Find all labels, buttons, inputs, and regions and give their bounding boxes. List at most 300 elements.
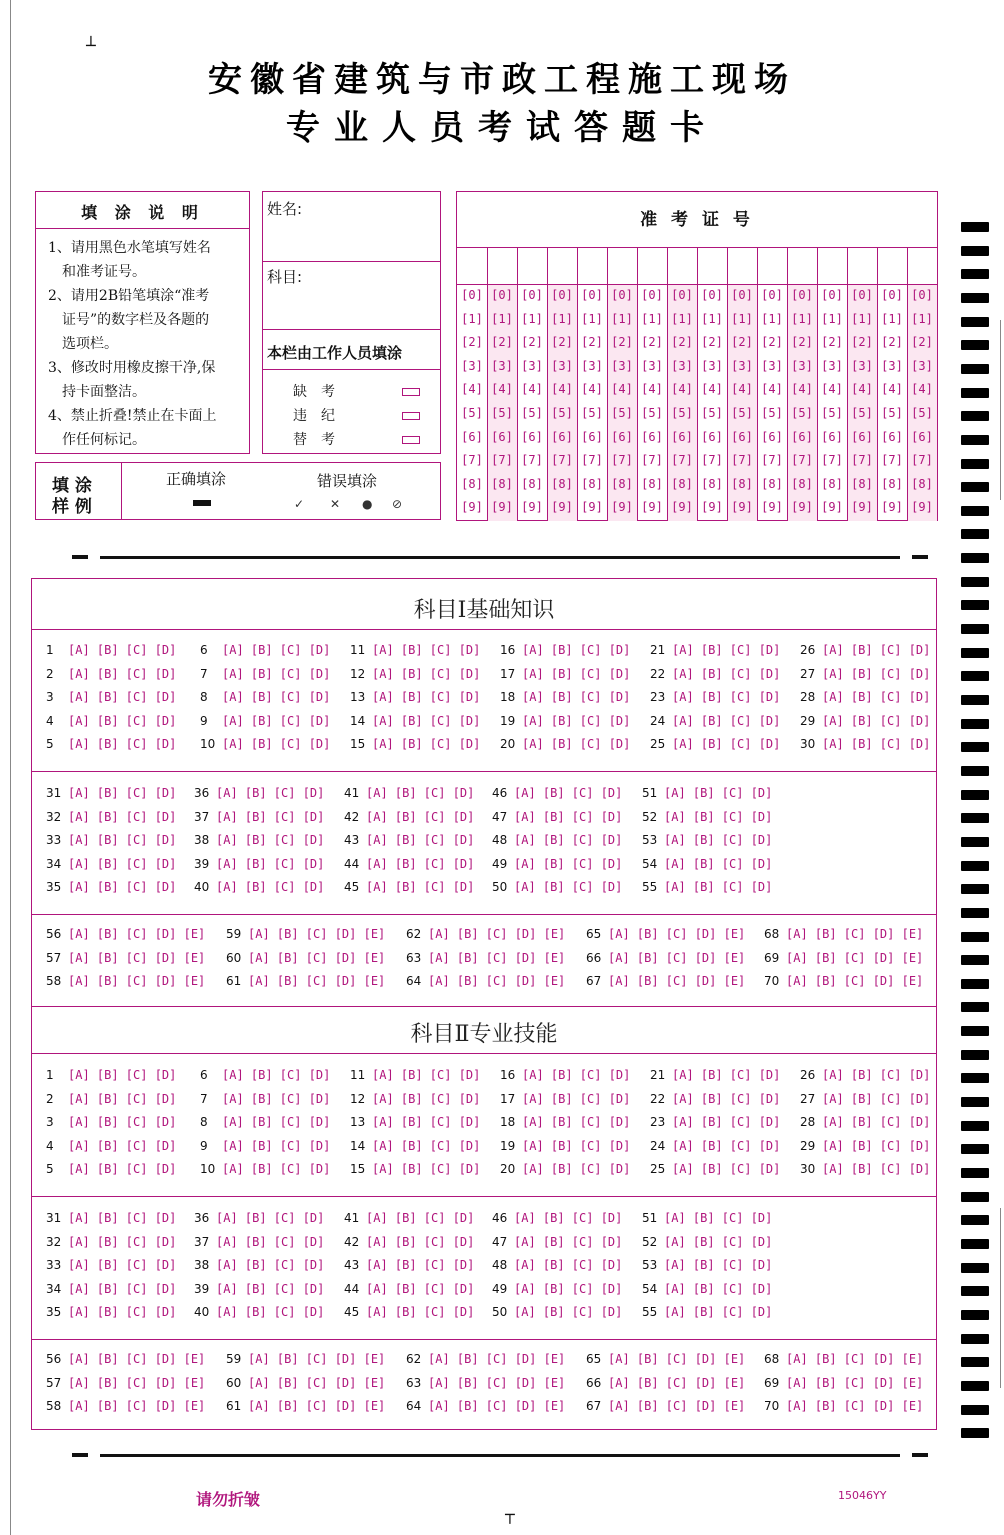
exam-id-bubble[interactable]: [6] [911,429,933,444]
exam-id-bubble[interactable]: [8] [821,476,843,491]
exam-id-bubble[interactable]: [5] [491,406,513,420]
answer-options[interactable]: [A] [B] [C] [D] [E] [428,950,566,965]
exam-id-bubble[interactable]: [9] [551,500,573,515]
answer-options[interactable]: [A] [B] [C] [D] [68,786,177,800]
exam-id-bubble[interactable]: [2] [851,335,873,350]
answer-options[interactable]: [A] [B] [C] [D] [E] [608,1352,746,1366]
exam-id-bubble[interactable]: [9] [761,500,783,515]
answer-options[interactable]: [A] [B] [C] [D] [216,786,325,800]
exam-id-bubble[interactable]: [9] [491,500,513,515]
answer-options[interactable]: [A] [B] [C] [D] [68,1258,177,1272]
answer-options[interactable]: [A] [B] [C] [D] [522,737,631,751]
answer-options[interactable]: [A] [B] [C] [D] [664,1281,773,1296]
answer-options[interactable]: [A] [B] [C] [D] [514,1258,623,1272]
answer-options[interactable]: [A] [B] [C] [D] [216,1258,325,1272]
answer-options[interactable]: [A] [B] [C] [D] [222,737,331,751]
exam-id-bubble[interactable]: [5] [581,406,603,420]
answer-options[interactable]: [A] [B] [C] [D] [664,880,773,894]
answer-options[interactable]: [A] [B] [C] [D] [522,713,631,728]
answer-options[interactable]: [A] [B] [C] [D] [68,1162,177,1176]
answer-options[interactable]: [A] [B] [C] [D] [E] [68,950,206,965]
answer-options[interactable]: [A] [B] [C] [D] [E] [608,1399,746,1413]
answer-options[interactable]: [A] [B] [C] [D] [514,856,623,871]
exam-id-bubble[interactable]: [7] [731,453,753,468]
exam-id-bubble[interactable]: [3] [641,358,663,373]
absent-checkbox[interactable] [402,388,420,396]
answer-options[interactable]: [A] [B] [C] [D] [664,786,773,800]
answer-options[interactable]: [A] [B] [C] [D] [514,1234,623,1249]
answer-options[interactable]: [A] [B] [C] [D] [E] [428,1399,566,1413]
exam-id-bubble[interactable]: [2] [821,335,843,350]
answer-options[interactable]: [A] [B] [C] [D] [68,643,177,657]
exam-id-bubble[interactable]: [8] [611,476,633,491]
exam-id-bubble[interactable]: [1] [731,311,753,326]
answer-options[interactable]: [A] [B] [C] [D] [E] [786,1352,924,1366]
exam-id-bubble[interactable]: [9] [821,500,843,515]
exam-id-digit-box[interactable] [697,247,727,284]
answer-options[interactable]: [A] [B] [C] [D] [372,1068,481,1082]
answer-options[interactable]: [A] [B] [C] [D] [216,1281,325,1296]
exam-id-bubble[interactable]: [3] [821,358,843,373]
answer-options[interactable]: [A] [B] [C] [D] [68,1281,177,1296]
answer-options[interactable]: [A] [B] [C] [D] [522,1138,631,1153]
exam-id-bubble[interactable]: [9] [701,500,723,515]
substitute-checkbox[interactable] [402,436,420,444]
answer-options[interactable]: [A] [B] [C] [D] [E] [428,1352,566,1366]
answer-options[interactable]: [A] [B] [C] [D] [216,1234,325,1249]
exam-id-bubble[interactable]: [8] [731,476,753,491]
exam-id-bubble[interactable]: [2] [701,335,723,350]
answer-options[interactable]: [A] [B] [C] [D] [822,666,931,681]
exam-id-bubble[interactable]: [6] [461,429,483,444]
exam-id-bubble[interactable]: [4] [761,382,783,397]
exam-id-bubble[interactable]: [3] [791,358,813,373]
answer-options[interactable]: [A] [B] [C] [D] [522,690,631,704]
answer-options[interactable]: [A] [B] [C] [D] [366,1258,475,1272]
exam-id-bubble[interactable]: [7] [851,453,873,468]
exam-id-bubble[interactable]: [9] [791,500,813,515]
exam-id-bubble[interactable]: [2] [461,335,483,350]
answer-options[interactable]: [A] [B] [C] [D] [672,1068,781,1082]
answer-options[interactable]: [A] [B] [C] [D] [672,1162,781,1176]
answer-options[interactable]: [A] [B] [C] [D] [68,690,177,704]
exam-id-bubble[interactable]: [0] [581,288,603,302]
exam-id-bubble[interactable]: [5] [551,406,573,420]
exam-id-bubble[interactable]: [0] [611,288,633,302]
answer-options[interactable]: [A] [B] [C] [D] [372,1138,481,1153]
answer-options[interactable]: [A] [B] [C] [D] [822,1162,931,1176]
exam-id-bubble[interactable]: [3] [881,358,903,373]
exam-id-bubble[interactable]: [4] [671,382,693,397]
exam-id-digit-box[interactable] [457,247,487,284]
answer-options[interactable]: [A] [B] [C] [D] [672,1091,781,1106]
answer-options[interactable]: [A] [B] [C] [D] [822,1115,931,1129]
exam-id-bubble[interactable]: [2] [671,335,693,350]
exam-id-bubble[interactable]: [5] [521,406,543,420]
answer-options[interactable]: [A] [B] [C] [D] [E] [248,1352,386,1366]
answer-options[interactable]: [A] [B] [C] [D] [216,1305,325,1319]
exam-id-bubble[interactable]: [5] [701,406,723,420]
exam-id-bubble[interactable]: [3] [731,358,753,373]
answer-options[interactable]: [A] [B] [C] [D] [664,1305,773,1319]
exam-id-bubble[interactable]: [0] [461,288,483,302]
exam-id-bubble[interactable]: [8] [701,476,723,491]
answer-options[interactable]: [A] [B] [C] [D] [372,1162,481,1176]
answer-options[interactable]: [A] [B] [C] [D] [E] [68,974,206,988]
answer-options[interactable]: [A] [B] [C] [D] [68,880,177,894]
exam-id-bubble[interactable]: [8] [761,476,783,491]
exam-id-bubble[interactable]: [7] [791,453,813,468]
answer-options[interactable]: [A] [B] [C] [D] [372,690,481,704]
exam-id-bubble[interactable]: [8] [671,476,693,491]
answer-options[interactable]: [A] [B] [C] [D] [366,1281,475,1296]
answer-options[interactable]: [A] [B] [C] [D] [222,713,331,728]
answer-options[interactable]: [A] [B] [C] [D] [372,643,481,657]
answer-options[interactable]: [A] [B] [C] [D] [664,833,773,847]
answer-options[interactable]: [A] [B] [C] [D] [68,1211,177,1225]
exam-id-bubble[interactable]: [0] [521,288,543,302]
answer-options[interactable]: [A] [B] [C] [D] [366,1211,475,1225]
answer-options[interactable]: [A] [B] [C] [D] [372,1115,481,1129]
exam-id-bubble[interactable]: [5] [821,406,843,420]
exam-id-bubble[interactable]: [0] [671,288,693,302]
answer-options[interactable]: [A] [B] [C] [D] [822,737,931,751]
exam-id-bubble[interactable]: [7] [881,453,903,468]
exam-id-bubble[interactable]: [1] [491,311,513,326]
answer-options[interactable]: [A] [B] [C] [D] [664,1211,773,1225]
exam-id-bubble[interactable]: [3] [461,358,483,373]
exam-id-bubble[interactable]: [6] [881,429,903,444]
exam-id-bubble[interactable]: [5] [671,406,693,420]
exam-id-bubble[interactable]: [9] [581,500,603,515]
answer-options[interactable]: [A] [B] [C] [D] [522,643,631,657]
answer-options[interactable]: [A] [B] [C] [D] [216,809,325,824]
exam-id-bubble[interactable]: [4] [461,382,483,397]
exam-id-bubble[interactable]: [5] [611,406,633,420]
answer-options[interactable]: [A] [B] [C] [D] [514,833,623,847]
exam-id-bubble[interactable]: [0] [881,288,903,302]
exam-id-bubble[interactable]: [0] [701,288,723,302]
exam-id-bubble[interactable]: [8] [911,476,933,491]
exam-id-bubble[interactable]: [7] [611,453,633,468]
answer-options[interactable]: [A] [B] [C] [D] [222,1138,331,1153]
exam-id-bubble[interactable]: [1] [581,311,603,326]
exam-id-digit-box[interactable] [517,247,547,284]
exam-id-bubble[interactable]: [1] [641,311,663,326]
exam-id-digit-box[interactable] [577,247,607,284]
exam-id-bubble[interactable]: [1] [881,311,903,326]
answer-options[interactable]: [A] [B] [C] [D] [222,666,331,681]
exam-id-bubble[interactable]: [9] [461,500,483,515]
exam-id-bubble[interactable]: [3] [581,358,603,373]
exam-id-bubble[interactable]: [6] [521,429,543,444]
answer-options[interactable]: [A] [B] [C] [D] [366,856,475,871]
answer-options[interactable]: [A] [B] [C] [D] [68,1138,177,1153]
answer-options[interactable]: [A] [B] [C] [D] [222,1162,331,1176]
answer-options[interactable]: [A] [B] [C] [D] [68,1305,177,1319]
exam-id-bubble[interactable]: [8] [461,476,483,491]
exam-id-digit-box[interactable] [487,247,517,284]
exam-id-bubble[interactable]: [0] [851,288,873,302]
exam-id-bubble[interactable]: [3] [551,358,573,373]
exam-id-bubble[interactable]: [3] [851,358,873,373]
exam-id-bubble[interactable]: [3] [521,358,543,373]
exam-id-bubble[interactable]: [8] [581,476,603,491]
exam-id-bubble[interactable]: [9] [851,500,873,515]
answer-options[interactable]: [A] [B] [C] [D] [672,1138,781,1153]
exam-id-bubble[interactable]: [5] [641,406,663,420]
exam-id-bubble[interactable]: [0] [491,288,513,302]
exam-id-bubble[interactable]: [2] [881,335,903,350]
answer-options[interactable]: [A] [B] [C] [D] [E] [608,1375,746,1390]
exam-id-bubble[interactable]: [5] [461,406,483,420]
exam-id-bubble[interactable]: [5] [911,406,933,420]
exam-id-bubble[interactable]: [8] [791,476,813,491]
exam-id-bubble[interactable]: [1] [851,311,873,326]
answer-options[interactable]: [A] [B] [C] [D] [366,880,475,894]
answer-options[interactable]: [A] [B] [C] [D] [522,666,631,681]
exam-id-bubble[interactable]: [8] [851,476,873,491]
answer-options[interactable]: [A] [B] [C] [D] [222,643,331,657]
answer-options[interactable]: [A] [B] [C] [D] [222,1068,331,1082]
exam-id-bubble[interactable]: [1] [461,311,483,326]
exam-id-bubble[interactable]: [2] [911,335,933,350]
answer-options[interactable]: [A] [B] [C] [D] [E] [786,927,924,941]
answer-options[interactable]: [A] [B] [C] [D] [68,856,177,871]
exam-id-bubble[interactable]: [4] [791,382,813,397]
answer-options[interactable]: [A] [B] [C] [D] [216,1211,325,1225]
exam-id-bubble[interactable]: [1] [761,311,783,326]
answer-options[interactable]: [A] [B] [C] [D] [822,713,931,728]
exam-id-bubble[interactable]: [7] [551,453,573,468]
exam-id-bubble[interactable]: [0] [551,288,573,302]
exam-id-bubble[interactable]: [4] [911,382,933,397]
answer-options[interactable]: [A] [B] [C] [D] [222,1091,331,1106]
exam-id-bubble[interactable]: [6] [791,429,813,444]
exam-id-bubble[interactable]: [5] [851,406,873,420]
exam-id-bubble[interactable]: [8] [551,476,573,491]
exam-id-bubble[interactable]: [6] [581,429,603,444]
exam-id-bubble[interactable]: [2] [761,335,783,350]
answer-options[interactable]: [A] [B] [C] [D] [514,786,623,800]
answer-options[interactable]: [A] [B] [C] [D] [E] [248,974,386,988]
answer-options[interactable]: [A] [B] [C] [D] [514,880,623,894]
exam-id-bubble[interactable]: [0] [731,288,753,302]
exam-id-bubble[interactable]: [0] [761,288,783,302]
exam-id-digit-box[interactable] [637,247,667,284]
answer-options[interactable]: [A] [B] [C] [D] [822,690,931,704]
exam-id-bubble[interactable]: [6] [731,429,753,444]
exam-id-digit-box[interactable] [607,247,637,284]
exam-id-bubble[interactable]: [1] [701,311,723,326]
exam-id-bubble[interactable]: [2] [791,335,813,350]
exam-id-bubble[interactable]: [4] [641,382,663,397]
answer-options[interactable]: [A] [B] [C] [D] [664,1258,773,1272]
subject-field[interactable] [313,264,437,324]
answer-options[interactable]: [A] [B] [C] [D] [664,809,773,824]
answer-options[interactable]: [A] [B] [C] [D] [664,856,773,871]
answer-options[interactable]: [A] [B] [C] [D] [E] [786,950,924,965]
exam-id-bubble[interactable]: [6] [821,429,843,444]
exam-id-digit-box[interactable] [757,247,787,284]
exam-id-bubble[interactable]: [7] [491,453,513,468]
exam-id-bubble[interactable]: [3] [701,358,723,373]
exam-id-bubble[interactable]: [2] [581,335,603,350]
exam-id-bubble[interactable]: [7] [911,453,933,468]
exam-id-bubble[interactable]: [4] [851,382,873,397]
exam-id-digit-box[interactable] [787,247,817,284]
exam-id-bubble[interactable]: [6] [641,429,663,444]
exam-id-digit-box[interactable] [727,247,757,284]
exam-id-bubble[interactable]: [1] [611,311,633,326]
exam-id-bubble[interactable]: [4] [491,382,513,397]
exam-id-bubble[interactable]: [4] [581,382,603,397]
answer-options[interactable]: [A] [B] [C] [D] [68,1068,177,1082]
exam-id-bubble[interactable]: [3] [911,358,933,373]
exam-id-bubble[interactable]: [5] [791,406,813,420]
answer-options[interactable]: [A] [B] [C] [D] [68,809,177,824]
answer-options[interactable]: [A] [B] [C] [D] [672,690,781,704]
answer-options[interactable]: [A] [B] [C] [D] [68,713,177,728]
answer-options[interactable]: [A] [B] [C] [D] [E] [608,927,746,941]
exam-id-bubble[interactable]: [7] [581,453,603,468]
answer-options[interactable]: [A] [B] [C] [D] [E] [248,1375,386,1390]
exam-id-bubble[interactable]: [1] [671,311,693,326]
answer-options[interactable]: [A] [B] [C] [D] [522,1115,631,1129]
violation-checkbox[interactable] [402,412,420,420]
answer-options[interactable]: [A] [B] [C] [D] [514,1305,623,1319]
exam-id-bubble[interactable]: [9] [731,500,753,515]
answer-options[interactable]: [A] [B] [C] [D] [68,737,177,751]
answer-options[interactable]: [A] [B] [C] [D] [E] [786,974,924,988]
answer-options[interactable]: [A] [B] [C] [D] [E] [248,950,386,965]
exam-id-bubble[interactable]: [2] [551,335,573,350]
answer-options[interactable]: [A] [B] [C] [D] [822,1068,931,1082]
exam-id-bubble[interactable]: [4] [821,382,843,397]
name-field[interactable] [313,196,437,256]
answer-options[interactable]: [A] [B] [C] [D] [366,1305,475,1319]
answer-options[interactable]: [A] [B] [C] [D] [E] [428,974,566,988]
exam-id-digit-box[interactable] [667,247,697,284]
answer-options[interactable]: [A] [B] [C] [D] [E] [248,927,386,941]
answer-options[interactable]: [A] [B] [C] [D] [366,833,475,847]
exam-id-bubble[interactable]: [9] [671,500,693,515]
exam-id-bubble[interactable]: [2] [731,335,753,350]
exam-id-bubble[interactable]: [0] [641,288,663,302]
answer-options[interactable]: [A] [B] [C] [D] [366,1234,475,1249]
exam-id-bubble[interactable]: [4] [881,382,903,397]
answer-options[interactable]: [A] [B] [C] [D] [216,856,325,871]
exam-id-bubble[interactable]: [6] [851,429,873,444]
answer-options[interactable]: [A] [B] [C] [D] [822,1138,931,1153]
exam-id-bubble[interactable]: [2] [521,335,543,350]
exam-id-bubble[interactable]: [6] [671,429,693,444]
exam-id-bubble[interactable]: [7] [521,453,543,468]
answer-options[interactable]: [A] [B] [C] [D] [522,1091,631,1106]
exam-id-bubble[interactable]: [4] [731,382,753,397]
exam-id-bubble[interactable]: [7] [461,453,483,468]
exam-id-bubble[interactable]: [7] [641,453,663,468]
answer-options[interactable]: [A] [B] [C] [D] [372,713,481,728]
exam-id-bubble[interactable]: [8] [881,476,903,491]
exam-id-bubble[interactable]: [4] [611,382,633,397]
answer-options[interactable]: [A] [B] [C] [D] [514,1211,623,1225]
exam-id-bubble[interactable]: [0] [821,288,843,302]
answer-options[interactable]: [A] [B] [C] [D] [68,1091,177,1106]
answer-options[interactable]: [A] [B] [C] [D] [E] [786,1399,924,1413]
answer-options[interactable]: [A] [B] [C] [D] [E] [68,1352,206,1366]
exam-id-bubble[interactable]: [6] [491,429,513,444]
answer-options[interactable]: [A] [B] [C] [D] [522,1068,631,1082]
exam-id-bubble[interactable]: [7] [701,453,723,468]
answer-options[interactable]: [A] [B] [C] [D] [222,1115,331,1129]
exam-id-bubble[interactable]: [5] [881,406,903,420]
exam-id-bubble[interactable]: [9] [611,500,633,515]
answer-options[interactable]: [A] [B] [C] [D] [372,666,481,681]
answer-options[interactable]: [A] [B] [C] [D] [514,1281,623,1296]
exam-id-bubble[interactable]: [3] [611,358,633,373]
exam-id-bubble[interactable]: [5] [731,406,753,420]
answer-options[interactable]: [A] [B] [C] [D] [664,1234,773,1249]
exam-id-digit-box[interactable] [817,247,847,284]
answer-options[interactable]: [A] [B] [C] [D] [366,809,475,824]
exam-id-bubble[interactable]: [6] [611,429,633,444]
answer-options[interactable]: [A] [B] [C] [D] [672,1115,781,1129]
exam-id-bubble[interactable]: [3] [671,358,693,373]
answer-options[interactable]: [A] [B] [C] [D] [822,1091,931,1106]
exam-id-digit-box[interactable] [907,247,937,284]
exam-id-bubble[interactable]: [3] [761,358,783,373]
exam-id-bubble[interactable]: [4] [701,382,723,397]
answer-options[interactable]: [A] [B] [C] [D] [E] [786,1375,924,1390]
answer-options[interactable]: [A] [B] [C] [D] [68,1115,177,1129]
answer-options[interactable]: [A] [B] [C] [D] [372,737,481,751]
exam-id-bubble[interactable]: [9] [911,500,933,515]
exam-id-digit-box[interactable] [877,247,907,284]
answer-options[interactable]: [A] [B] [C] [D] [822,643,931,657]
exam-id-bubble[interactable]: [7] [671,453,693,468]
exam-id-bubble[interactable]: [6] [551,429,573,444]
exam-id-bubble[interactable]: [7] [761,453,783,468]
answer-options[interactable]: [A] [B] [C] [D] [E] [68,1375,206,1390]
answer-options[interactable]: [A] [B] [C] [D] [E] [68,927,206,941]
answer-options[interactable]: [A] [B] [C] [D] [522,1162,631,1176]
exam-id-bubble[interactable]: [2] [641,335,663,350]
answer-options[interactable]: [A] [B] [C] [D] [672,737,781,751]
exam-id-bubble[interactable]: [1] [821,311,843,326]
answer-options[interactable]: [A] [B] [C] [D] [E] [608,950,746,965]
exam-id-bubble[interactable]: [8] [521,476,543,491]
exam-id-bubble[interactable]: [6] [701,429,723,444]
exam-id-bubble[interactable]: [1] [521,311,543,326]
answer-options[interactable]: [A] [B] [C] [D] [366,786,475,800]
answer-options[interactable]: [A] [B] [C] [D] [216,880,325,894]
exam-id-digit-box[interactable] [547,247,577,284]
exam-id-bubble[interactable]: [4] [521,382,543,397]
exam-id-bubble[interactable]: [9] [641,500,663,515]
answer-options[interactable]: [A] [B] [C] [D] [372,1091,481,1106]
answer-options[interactable]: [A] [B] [C] [D] [68,1234,177,1249]
exam-id-bubble[interactable]: [2] [491,335,513,350]
exam-id-bubble[interactable]: [7] [821,453,843,468]
answer-options[interactable]: [A] [B] [C] [D] [E] [248,1399,386,1413]
exam-id-digit-box[interactable] [847,247,877,284]
answer-options[interactable]: [A] [B] [C] [D] [E] [428,1375,566,1390]
answer-options[interactable]: [A] [B] [C] [D] [E] [428,927,566,941]
exam-id-bubble[interactable]: [1] [551,311,573,326]
exam-id-bubble[interactable]: [5] [761,406,783,420]
exam-id-bubble[interactable]: [9] [881,500,903,515]
